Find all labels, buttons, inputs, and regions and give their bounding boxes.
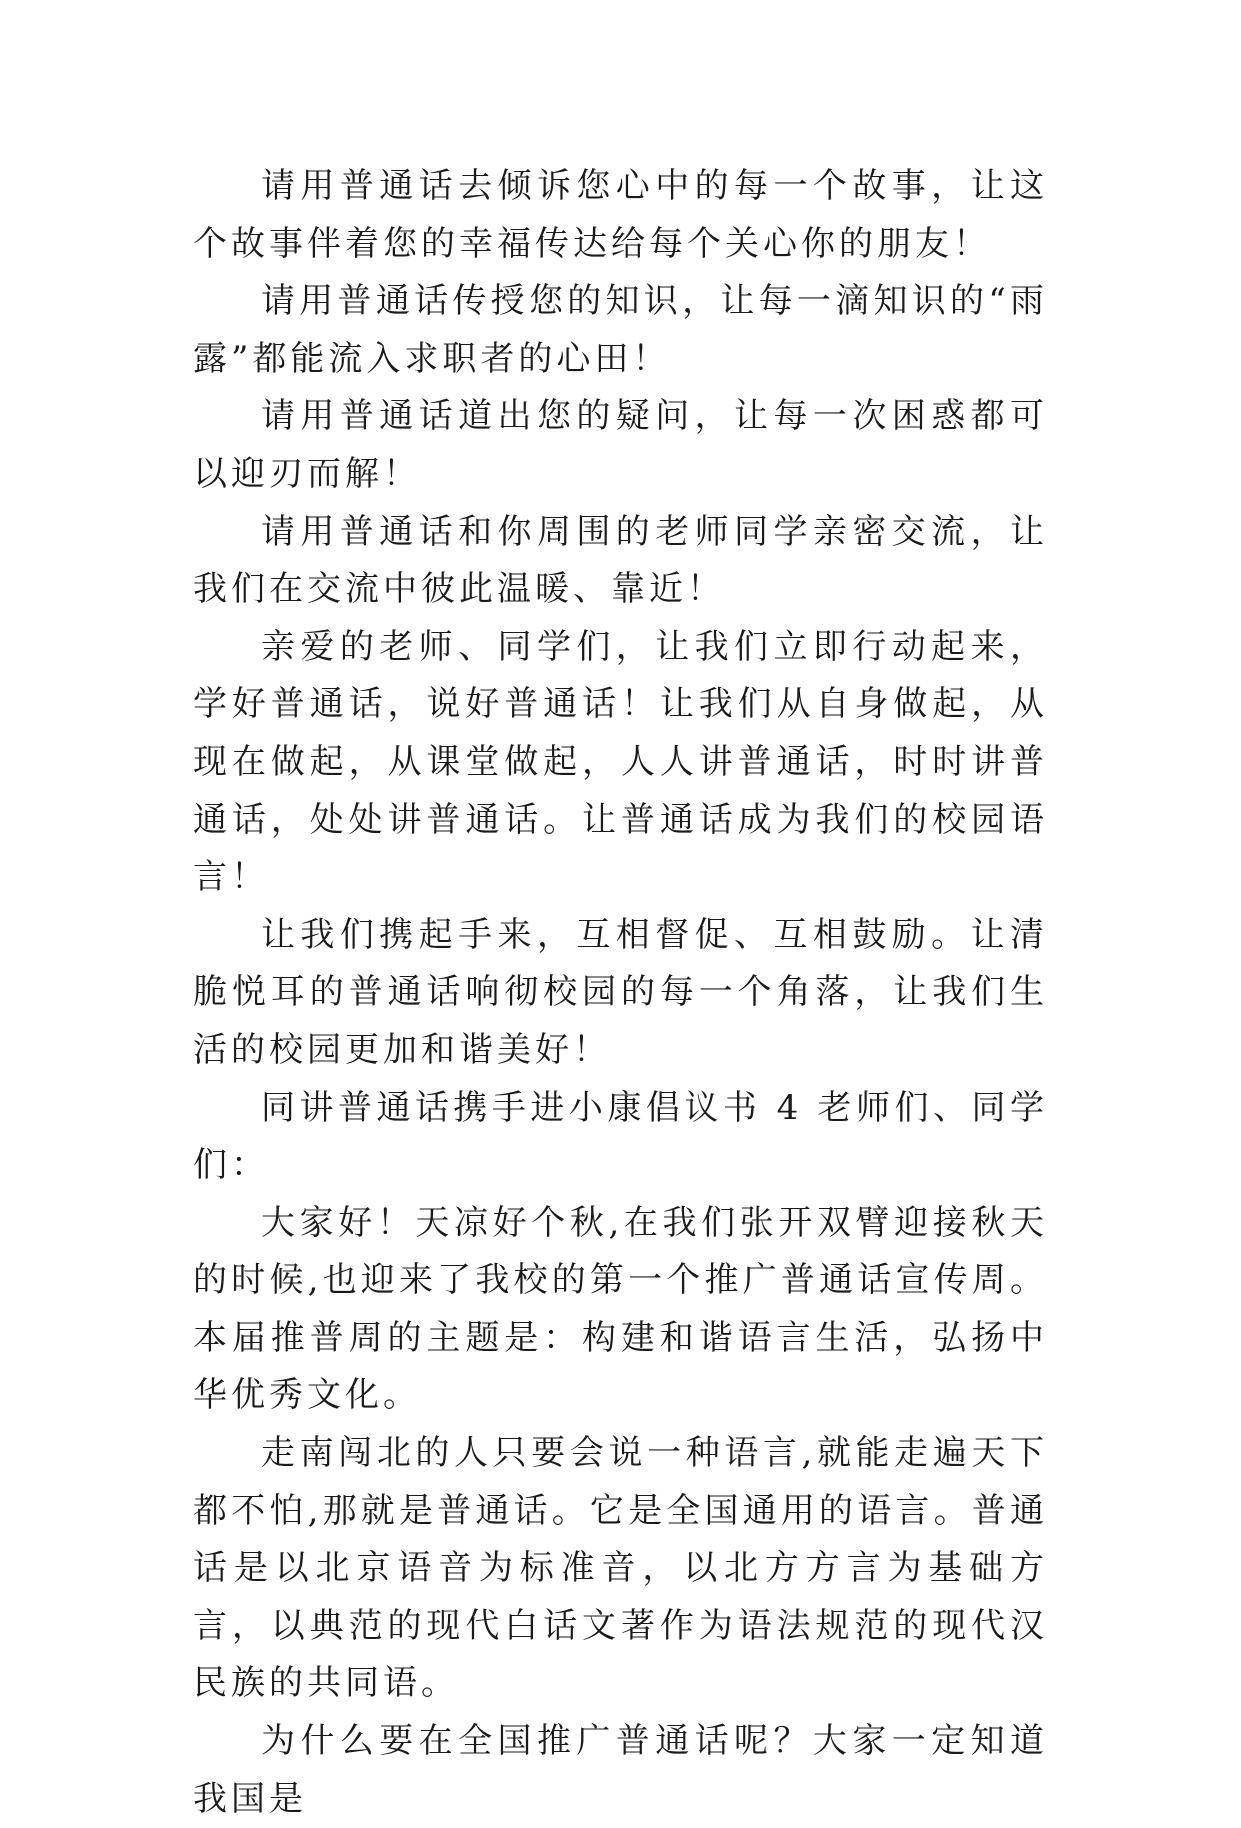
paragraph: 请用普通话和你周围的老师同学亲密交流，让我们在交流中彼此温暖、靠近！ <box>193 511 1048 610</box>
document-body <box>193 158 1048 1828</box>
paragraph: 让我们携起手来，互相督促、互相鼓励。让清脆悦耳的普通话响彻校园的每一个角落，让我们生活的校园更加和谐美好！ <box>193 914 1048 1070</box>
paragraph: 请用普通话传授您的知识，让每一滴知识的“雨露”都能流入求职者的心田！ <box>193 281 1048 379</box>
paragraph: 大家好！天凉好个秋,在我们张开双臂迎接秋天的时候,也迎来了我校的第一个推广普通话宣传周。本届推普周的主题是：构建和谐语言生活，弘扬中华优秀文化。 <box>193 1202 1048 1416</box>
paragraph: 请用普通话道出您的疑问，让每一次困惑都可以迎刃而解！ <box>193 396 1048 494</box>
paragraph: 为什么要在全国推广普通话呢？大家一定知道我国是 <box>193 1721 1048 1819</box>
paragraph: 请用普通话去倾诉您心中的每一个故事，让这个故事伴着您的幸福传达给每个关心你的朋友！ <box>193 166 1048 264</box>
paragraph: 亲爱的老师、同学们，让我们立即行动起来，学好普通话，说好普通话！让我们从自身做起，从现在做起，从课堂做起，人人讲普通话，时时讲普通话，处处讲普通话。让普通话成为我们的校园语言！ <box>193 626 1048 898</box>
paragraph: 走南闯北的人只要会说一种语言,就能走遍天下都不怕,那就是普通话。它是全国通用的语言。普通话是以北京语音为标准音，以北方方言为基础方言，以典范的现代白话文著作为语法规范的现代汉民族的共同语。 <box>193 1433 1048 1704</box>
paragraph: 同讲普通话携手进小康倡议书 4 老师们、同学们： <box>193 1087 1048 1186</box>
